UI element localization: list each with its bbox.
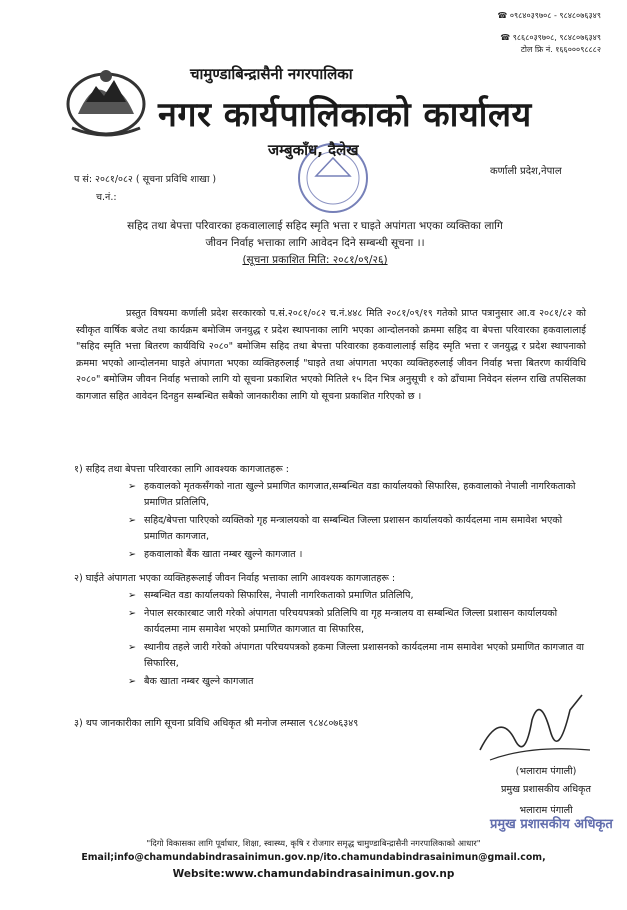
subject-line-1: सहिद तथा बेपत्ता परिवारका हकवालालाई सहिद स्मृति भत्ता र घाइते अपांगता भएका व्यक्तिका लागि <box>127 220 503 232</box>
notice-subject <box>40 218 590 269</box>
list-item: ➢ स्थानीय तहले जारी गरेको अंपागता परिचयपत्रको हकमा जिल्ला प्रशासनको कार्यदलमा नाम समावेश भएको प्रमाणित कागजात वा सिफारिस, <box>128 642 584 669</box>
org-subtitle: चामुण्डाबिन्द्रासैनी नगरपालिका <box>190 65 353 83</box>
list-item: ➢ सहिद/बेपत्ता पारिएको व्यक्तिको गृह मन्त्रालयको वा सम्बन्धित जिल्ला प्रशासन कार्यालयको कार्यदलमा नाम समावेश भएको प्रमाणित कागजात, <box>128 515 563 542</box>
arrow-bullet-icon: ➢ <box>128 608 137 619</box>
section-1-items <box>128 479 588 565</box>
arrow-bullet-icon: ➢ <box>128 481 137 492</box>
signature-mark <box>470 690 600 770</box>
district-name: जम्बुकाँध, दैलेख <box>268 141 359 159</box>
section-2-title: २) घाईते अंपागता भएका व्यक्तिहरूलाई जीवन निर्वाह भत्ताका लागि आवश्यक कागजातहरू : <box>74 573 396 584</box>
list-item: ➢ हकवालको मृतकसँगको नाता खुल्ने प्रमाणित कागजात,सम्बन्धित वडा कार्यालयको सिफारिस, हकवालाको नेपाली नागरिकताको प्रमाणित प्रतिलिपि, <box>128 481 576 508</box>
list-item: ➢ नेपाल सरकारबाट जारी गरेको अंपागता परिचयपत्रको प्रतिलिपि वा गृह मन्त्रालय वा सम्बन्धित जिल्ला प्रशासन कार्यालयको कार्यदलमा नाम समावेश भएको प्रमाणित कागजात वा सिफारिस, <box>128 608 558 635</box>
arrow-bullet-icon: ➢ <box>128 642 137 653</box>
nepal-emblem-logo <box>62 62 150 142</box>
org-title: नगर कार्यपालिकाको कार्यालय <box>158 95 532 135</box>
published-date: (सूचना प्रकाशित मिति: २०८१/०९/२६) <box>242 254 388 266</box>
section-2-items <box>128 588 588 692</box>
province-name: कर्णाली प्रदेश,नेपाल <box>490 166 562 177</box>
phone-line-1: ☎ ०९८४०३९७०८ - ९८४८०७६३४९ <box>497 11 601 20</box>
arrow-bullet-icon: ➢ <box>128 549 137 560</box>
notice-body <box>76 306 586 405</box>
dispatch-number: च.नं.: <box>96 192 117 203</box>
footer-website: Website:www.chamundabindrasainimun.gov.np <box>172 868 455 880</box>
stamp-signatory-name: भलाराम पंगाली <box>519 805 573 816</box>
arrow-bullet-icon: ➢ <box>128 590 137 601</box>
phone-line-2: ☎ ९८६८०३९७०८, ९८४८०७६३४९ <box>500 33 601 42</box>
section-3-contact: ३) थप जानकारीका लागि सूचना प्रविधि अधिकृत श्री मनोज लम्साल ९८४८०७६३४९ <box>74 718 359 729</box>
section-1-title: १) सहिद तथा बेपत्ता परिवारका लागि आवश्यक कागजातहरू : <box>74 464 289 475</box>
list-item: ➢ सम्बन्धित वडा कार्यालयको सिफारिस, नेपाली नागरिकताको प्रमाणित प्रतिलिपि, <box>128 588 588 604</box>
contact-numbers <box>497 10 601 56</box>
letter-number: प सं: २०८१/०८२ ( सूचना प्रविधि शाखा ) <box>74 174 217 185</box>
body-paragraph: प्रस्तुत विषयमा कर्णाली प्रदेश सरकारको प.सं.२०८१/०८२ च.नं.४४८ मिति २०८१/०९/१९ गतेको प्राप्त पत्रानुसार आ.व २०८१/८२ को स्वीकृत वार्षिक बजेट तथा कार्यक्रम बमोजिम जनयुद्ध र प्रदेश स्थापनाका लागि भएका आन्दोलनको क्रममा सहिद वा बेपत्ता परिवारका हकवालालाई "सहिद स्मृति भत्ता बितरण कार्यविधि २०८०" बमोजिम सहिद तथा बेपत्ता परिवारका हकवालालाई सहिद स्मृति भत्ता र जनयुद्ध र प्रदेश स्थापनाको क्रममा भएको आन्दोलनमा घाइते अंपागता भएका व्यक्तिहरुलाई "घाइते तथा अंपागता भएका व्यक्तिहरुलाई जीवन निर्वाह भत्ता बितरण कार्यविधि २०८०" बमोजिम जीवन निर्वाह भत्ताको लागि यो सूचना प्रकाशित भएको मितिले १५ दिन भित्र अनुसूची १ को ढाँचामा निवेदन संलग्न राखि तपसिलका कागजात सहित आवेदन दिनहुन सम्बन्धित सबैको जानकारीका लागि यो सूचना प्रकाशित गरिएको छ । <box>76 308 586 402</box>
signatory-name: (भलाराम पंगाली) <box>515 766 577 777</box>
footer-email: Email;info@chamundabindrasainimun.gov.np/ito.chamundabindrasainimun@gmail.com, <box>81 852 546 863</box>
designation-stamp: प्रमुख प्रशासकीय अधिकृत <box>490 817 613 832</box>
list-item: ➢ बैक खाता नम्बर खुल्ने कागजात <box>128 674 588 690</box>
footer-slogan: "दिगो विकासका लागि पूर्वाधार, शिक्षा, स्वास्थ्य, कृषि र रोजगार समृद्ध चामुण्डाबिन्द्रासैनी नगरपालिकाको आधार" <box>146 838 481 848</box>
toll-free-line: टोल फ्रि नं. १६६०००९८८८२ <box>520 45 601 54</box>
subject-line-2: जीवन निर्वाह भत्ताका लागि आवेदन दिने सम्बन्धी सूचना ।। <box>205 237 425 249</box>
signatory-designation: प्रमुख प्रशासकीय अधिकृत <box>500 784 592 795</box>
arrow-bullet-icon: ➢ <box>128 676 137 687</box>
list-item: ➢ हकवालाको बैंक खाता नम्बर खुल्ने कागजात । <box>128 547 588 563</box>
arrow-bullet-icon: ➢ <box>128 515 137 526</box>
